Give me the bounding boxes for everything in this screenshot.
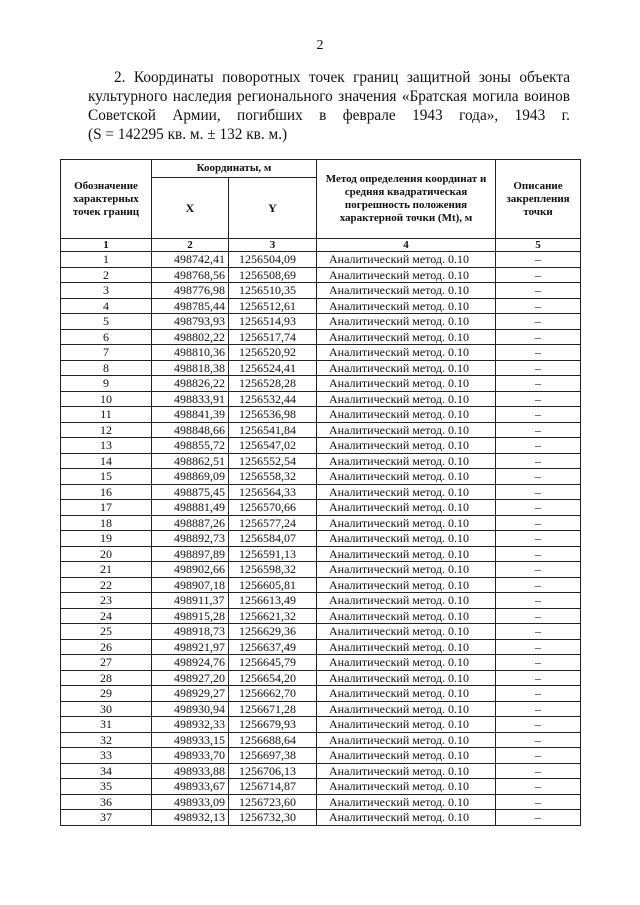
table-row bbox=[61, 701, 581, 717]
description-cell: – bbox=[496, 314, 581, 330]
description-cell: – bbox=[496, 500, 581, 516]
coord-y: 1256564,33 bbox=[229, 484, 317, 500]
point-number: 31 bbox=[61, 717, 152, 733]
description-cell: – bbox=[496, 810, 581, 826]
coord-x: 498918,73 bbox=[152, 624, 229, 640]
table-row bbox=[61, 283, 581, 299]
column-number: 4 bbox=[317, 239, 496, 252]
point-number: 35 bbox=[61, 779, 152, 795]
description-cell: – bbox=[496, 391, 581, 407]
coord-y: 1256605,81 bbox=[229, 577, 317, 593]
coord-x: 498875,45 bbox=[152, 484, 229, 500]
method-cell: Аналитический метод. 0.10 bbox=[317, 593, 496, 609]
coord-x: 498848,66 bbox=[152, 422, 229, 438]
method-cell: Аналитический метод. 0.10 bbox=[317, 283, 496, 299]
table-row bbox=[61, 453, 581, 469]
coord-x: 498793,93 bbox=[152, 314, 229, 330]
table-row bbox=[61, 484, 581, 500]
coord-y: 1256520,92 bbox=[229, 345, 317, 361]
table-row bbox=[61, 438, 581, 454]
point-number: 7 bbox=[61, 345, 152, 361]
coord-y: 1256629,36 bbox=[229, 624, 317, 640]
coord-x: 498881,49 bbox=[152, 500, 229, 516]
table-row bbox=[61, 298, 581, 314]
column-number: 3 bbox=[229, 239, 317, 252]
point-number: 15 bbox=[61, 469, 152, 485]
coord-x: 498915,28 bbox=[152, 608, 229, 624]
description-cell: – bbox=[496, 763, 581, 779]
description-cell: – bbox=[496, 748, 581, 764]
coord-y: 1256524,41 bbox=[229, 360, 317, 376]
method-cell: Аналитический метод. 0.10 bbox=[317, 686, 496, 702]
point-number: 29 bbox=[61, 686, 152, 702]
method-cell: Аналитический метод. 0.10 bbox=[317, 252, 496, 268]
point-number: 30 bbox=[61, 701, 152, 717]
table-row bbox=[61, 391, 581, 407]
description-cell: – bbox=[496, 422, 581, 438]
description-cell: – bbox=[496, 670, 581, 686]
method-cell: Аналитический метод. 0.10 bbox=[317, 391, 496, 407]
table-row bbox=[61, 407, 581, 423]
page-number: 2 bbox=[316, 38, 324, 53]
header-coordinates: Координаты, м bbox=[152, 160, 317, 178]
method-cell: Аналитический метод. 0.10 bbox=[317, 422, 496, 438]
column-number: 1 bbox=[61, 239, 152, 252]
coordinates-table bbox=[60, 159, 581, 826]
point-number: 11 bbox=[61, 407, 152, 423]
point-number: 23 bbox=[61, 593, 152, 609]
description-cell: – bbox=[496, 701, 581, 717]
coord-x: 498932,13 bbox=[152, 810, 229, 826]
method-cell: Аналитический метод. 0.10 bbox=[317, 500, 496, 516]
coord-x: 498892,73 bbox=[152, 531, 229, 547]
point-number: 37 bbox=[61, 810, 152, 826]
coord-x: 498929,27 bbox=[152, 686, 229, 702]
table-row bbox=[61, 639, 581, 655]
method-cell: Аналитический метод. 0.10 bbox=[317, 670, 496, 686]
description-cell: – bbox=[496, 515, 581, 531]
coord-x: 498902,66 bbox=[152, 562, 229, 578]
point-number: 16 bbox=[61, 484, 152, 500]
section-heading bbox=[88, 68, 570, 144]
table-row bbox=[61, 376, 581, 392]
description-cell: – bbox=[496, 577, 581, 593]
method-cell: Аналитический метод. 0.10 bbox=[317, 360, 496, 376]
point-number: 36 bbox=[61, 794, 152, 810]
table-row bbox=[61, 608, 581, 624]
description-cell: – bbox=[496, 407, 581, 423]
table-row bbox=[61, 314, 581, 330]
coord-x: 498833,91 bbox=[152, 391, 229, 407]
point-number: 1 bbox=[61, 252, 152, 268]
table-row bbox=[61, 360, 581, 376]
coord-y: 1256528,28 bbox=[229, 376, 317, 392]
coord-x: 498776,98 bbox=[152, 283, 229, 299]
description-cell: – bbox=[496, 794, 581, 810]
coord-x: 498862,51 bbox=[152, 453, 229, 469]
description-cell: – bbox=[496, 655, 581, 671]
point-number: 14 bbox=[61, 453, 152, 469]
coord-y: 1256541,84 bbox=[229, 422, 317, 438]
description-cell: – bbox=[496, 779, 581, 795]
coord-x: 498742,41 bbox=[152, 252, 229, 268]
table-row bbox=[61, 546, 581, 562]
coord-y: 1256552,54 bbox=[229, 453, 317, 469]
coord-y: 1256688,64 bbox=[229, 732, 317, 748]
coord-y: 1256547,02 bbox=[229, 438, 317, 454]
point-number: 3 bbox=[61, 283, 152, 299]
header-y: Y bbox=[229, 178, 317, 239]
coord-y: 1256512,61 bbox=[229, 298, 317, 314]
coord-y: 1256508,69 bbox=[229, 267, 317, 283]
table-row bbox=[61, 686, 581, 702]
point-number: 8 bbox=[61, 360, 152, 376]
coord-y: 1256536,98 bbox=[229, 407, 317, 423]
coord-x: 498930,94 bbox=[152, 701, 229, 717]
description-cell: – bbox=[496, 453, 581, 469]
method-cell: Аналитический метод. 0.10 bbox=[317, 810, 496, 826]
method-cell: Аналитический метод. 0.10 bbox=[317, 701, 496, 717]
method-cell: Аналитический метод. 0.10 bbox=[317, 314, 496, 330]
coord-x: 498911,37 bbox=[152, 593, 229, 609]
table-row bbox=[61, 267, 581, 283]
coord-x: 498841,39 bbox=[152, 407, 229, 423]
coord-y: 1256671,28 bbox=[229, 701, 317, 717]
table-row bbox=[61, 329, 581, 345]
coord-y: 1256532,44 bbox=[229, 391, 317, 407]
table-row bbox=[61, 515, 581, 531]
point-number: 21 bbox=[61, 562, 152, 578]
method-cell: Аналитический метод. 0.10 bbox=[317, 376, 496, 392]
point-number: 5 bbox=[61, 314, 152, 330]
coord-y: 1256621,32 bbox=[229, 608, 317, 624]
point-number: 25 bbox=[61, 624, 152, 640]
coord-x: 498869,09 bbox=[152, 469, 229, 485]
point-number: 22 bbox=[61, 577, 152, 593]
table-row bbox=[61, 810, 581, 826]
method-cell: Аналитический метод. 0.10 bbox=[317, 624, 496, 640]
point-number: 13 bbox=[61, 438, 152, 454]
table-row bbox=[61, 732, 581, 748]
point-number: 19 bbox=[61, 531, 152, 547]
table-row bbox=[61, 593, 581, 609]
method-cell: Аналитический метод. 0.10 bbox=[317, 531, 496, 547]
coord-y: 1256584,07 bbox=[229, 531, 317, 547]
table-row bbox=[61, 779, 581, 795]
header-designation: Обозначение характерных точек границ bbox=[61, 160, 152, 239]
description-cell: – bbox=[496, 717, 581, 733]
method-cell: Аналитический метод. 0.10 bbox=[317, 732, 496, 748]
coord-x: 498897,89 bbox=[152, 546, 229, 562]
point-number: 28 bbox=[61, 670, 152, 686]
heading-line: Советской Армии, погибших в феврале 1943 года», 1943 г. bbox=[88, 107, 570, 124]
heading-line: (S = 142295 кв. м. ± 132 кв. м.) bbox=[88, 126, 288, 143]
description-cell: – bbox=[496, 593, 581, 609]
point-number: 6 bbox=[61, 329, 152, 345]
method-cell: Аналитический метод. 0.10 bbox=[317, 453, 496, 469]
coord-y: 1256598,32 bbox=[229, 562, 317, 578]
coord-y: 1256697,38 bbox=[229, 748, 317, 764]
coord-x: 498887,26 bbox=[152, 515, 229, 531]
description-cell: – bbox=[496, 438, 581, 454]
description-cell: – bbox=[496, 531, 581, 547]
description-cell: – bbox=[496, 624, 581, 640]
table-row bbox=[61, 624, 581, 640]
method-cell: Аналитический метод. 0.10 bbox=[317, 763, 496, 779]
method-cell: Аналитический метод. 0.10 bbox=[317, 608, 496, 624]
table-body bbox=[61, 252, 581, 826]
description-cell: – bbox=[496, 252, 581, 268]
description-cell: – bbox=[496, 546, 581, 562]
table-row bbox=[61, 252, 581, 268]
coord-x: 498810,36 bbox=[152, 345, 229, 361]
coord-x: 498802,22 bbox=[152, 329, 229, 345]
coord-y: 1256510,35 bbox=[229, 283, 317, 299]
method-cell: Аналитический метод. 0.10 bbox=[317, 639, 496, 655]
method-cell: Аналитический метод. 0.10 bbox=[317, 298, 496, 314]
method-cell: Аналитический метод. 0.10 bbox=[317, 794, 496, 810]
coord-x: 498927,20 bbox=[152, 670, 229, 686]
coord-x: 498785,44 bbox=[152, 298, 229, 314]
description-cell: – bbox=[496, 469, 581, 485]
description-cell: – bbox=[496, 484, 581, 500]
point-number: 4 bbox=[61, 298, 152, 314]
point-number: 33 bbox=[61, 748, 152, 764]
heading-line: культурного наследия регионального значения «Братская могила воинов bbox=[88, 88, 570, 105]
coord-x: 498907,18 bbox=[152, 577, 229, 593]
method-cell: Аналитический метод. 0.10 bbox=[317, 469, 496, 485]
method-cell: Аналитический метод. 0.10 bbox=[317, 515, 496, 531]
point-number: 17 bbox=[61, 500, 152, 516]
coord-y: 1256504,09 bbox=[229, 252, 317, 268]
coord-y: 1256637,49 bbox=[229, 639, 317, 655]
description-cell: – bbox=[496, 608, 581, 624]
table-row bbox=[61, 763, 581, 779]
heading-line: 2. Координаты поворотных точек границ защитной зоны объекта bbox=[114, 69, 570, 86]
coord-x: 498932,33 bbox=[152, 717, 229, 733]
coord-y: 1256732,30 bbox=[229, 810, 317, 826]
method-cell: Аналитический метод. 0.10 bbox=[317, 407, 496, 423]
table-row bbox=[61, 748, 581, 764]
description-cell: – bbox=[496, 639, 581, 655]
description-cell: – bbox=[496, 329, 581, 345]
method-cell: Аналитический метод. 0.10 bbox=[317, 655, 496, 671]
coord-x: 498855,72 bbox=[152, 438, 229, 454]
point-number: 26 bbox=[61, 639, 152, 655]
coord-x: 498818,38 bbox=[152, 360, 229, 376]
coord-y: 1256514,93 bbox=[229, 314, 317, 330]
method-cell: Аналитический метод. 0.10 bbox=[317, 717, 496, 733]
coord-y: 1256558,32 bbox=[229, 469, 317, 485]
header-method: Метод определения координат и средняя квадратическая погрешность положения характерной точки (Mt), м bbox=[317, 160, 496, 239]
coord-y: 1256591,13 bbox=[229, 546, 317, 562]
coord-x: 498933,67 bbox=[152, 779, 229, 795]
coord-x: 498921,97 bbox=[152, 639, 229, 655]
coord-y: 1256714,87 bbox=[229, 779, 317, 795]
method-cell: Аналитический метод. 0.10 bbox=[317, 748, 496, 764]
method-cell: Аналитический метод. 0.10 bbox=[317, 562, 496, 578]
description-cell: – bbox=[496, 376, 581, 392]
coord-x: 498768,56 bbox=[152, 267, 229, 283]
point-number: 34 bbox=[61, 763, 152, 779]
method-cell: Аналитический метод. 0.10 bbox=[317, 267, 496, 283]
coord-x: 498933,15 bbox=[152, 732, 229, 748]
description-cell: – bbox=[496, 686, 581, 702]
point-number: 32 bbox=[61, 732, 152, 748]
table-row bbox=[61, 717, 581, 733]
coord-y: 1256723,60 bbox=[229, 794, 317, 810]
point-number: 27 bbox=[61, 655, 152, 671]
method-cell: Аналитический метод. 0.10 bbox=[317, 345, 496, 361]
point-number: 2 bbox=[61, 267, 152, 283]
coord-y: 1256706,13 bbox=[229, 763, 317, 779]
table-row bbox=[61, 655, 581, 671]
description-cell: – bbox=[496, 298, 581, 314]
table-row bbox=[61, 670, 581, 686]
description-cell: – bbox=[496, 360, 581, 376]
method-cell: Аналитический метод. 0.10 bbox=[317, 438, 496, 454]
description-cell: – bbox=[496, 283, 581, 299]
coord-y: 1256517,74 bbox=[229, 329, 317, 345]
table-row bbox=[61, 422, 581, 438]
description-cell: – bbox=[496, 267, 581, 283]
point-number: 24 bbox=[61, 608, 152, 624]
table-row bbox=[61, 500, 581, 516]
method-cell: Аналитический метод. 0.10 bbox=[317, 577, 496, 593]
point-number: 18 bbox=[61, 515, 152, 531]
header-description: Описание закрепления точки bbox=[496, 160, 581, 239]
coord-y: 1256679,93 bbox=[229, 717, 317, 733]
table-row bbox=[61, 562, 581, 578]
header-x: X bbox=[152, 178, 229, 239]
coord-x: 498826,22 bbox=[152, 376, 229, 392]
coord-y: 1256577,24 bbox=[229, 515, 317, 531]
point-number: 10 bbox=[61, 391, 152, 407]
coord-x: 498924,76 bbox=[152, 655, 229, 671]
coord-x: 498933,70 bbox=[152, 748, 229, 764]
table-row bbox=[61, 345, 581, 361]
description-cell: – bbox=[496, 562, 581, 578]
coord-y: 1256645,79 bbox=[229, 655, 317, 671]
table-row bbox=[61, 577, 581, 593]
point-number: 9 bbox=[61, 376, 152, 392]
coord-x: 498933,88 bbox=[152, 763, 229, 779]
coord-y: 1256654,20 bbox=[229, 670, 317, 686]
coord-y: 1256662,70 bbox=[229, 686, 317, 702]
description-cell: – bbox=[496, 345, 581, 361]
method-cell: Аналитический метод. 0.10 bbox=[317, 484, 496, 500]
description-cell: – bbox=[496, 732, 581, 748]
column-number: 5 bbox=[496, 239, 581, 252]
method-cell: Аналитический метод. 0.10 bbox=[317, 329, 496, 345]
coord-y: 1256613,49 bbox=[229, 593, 317, 609]
method-cell: Аналитический метод. 0.10 bbox=[317, 779, 496, 795]
point-number: 12 bbox=[61, 422, 152, 438]
table-row bbox=[61, 469, 581, 485]
coord-x: 498933,09 bbox=[152, 794, 229, 810]
method-cell: Аналитический метод. 0.10 bbox=[317, 546, 496, 562]
table-row bbox=[61, 794, 581, 810]
coord-y: 1256570,66 bbox=[229, 500, 317, 516]
table-row bbox=[61, 531, 581, 547]
column-number: 2 bbox=[152, 239, 229, 252]
point-number: 20 bbox=[61, 546, 152, 562]
